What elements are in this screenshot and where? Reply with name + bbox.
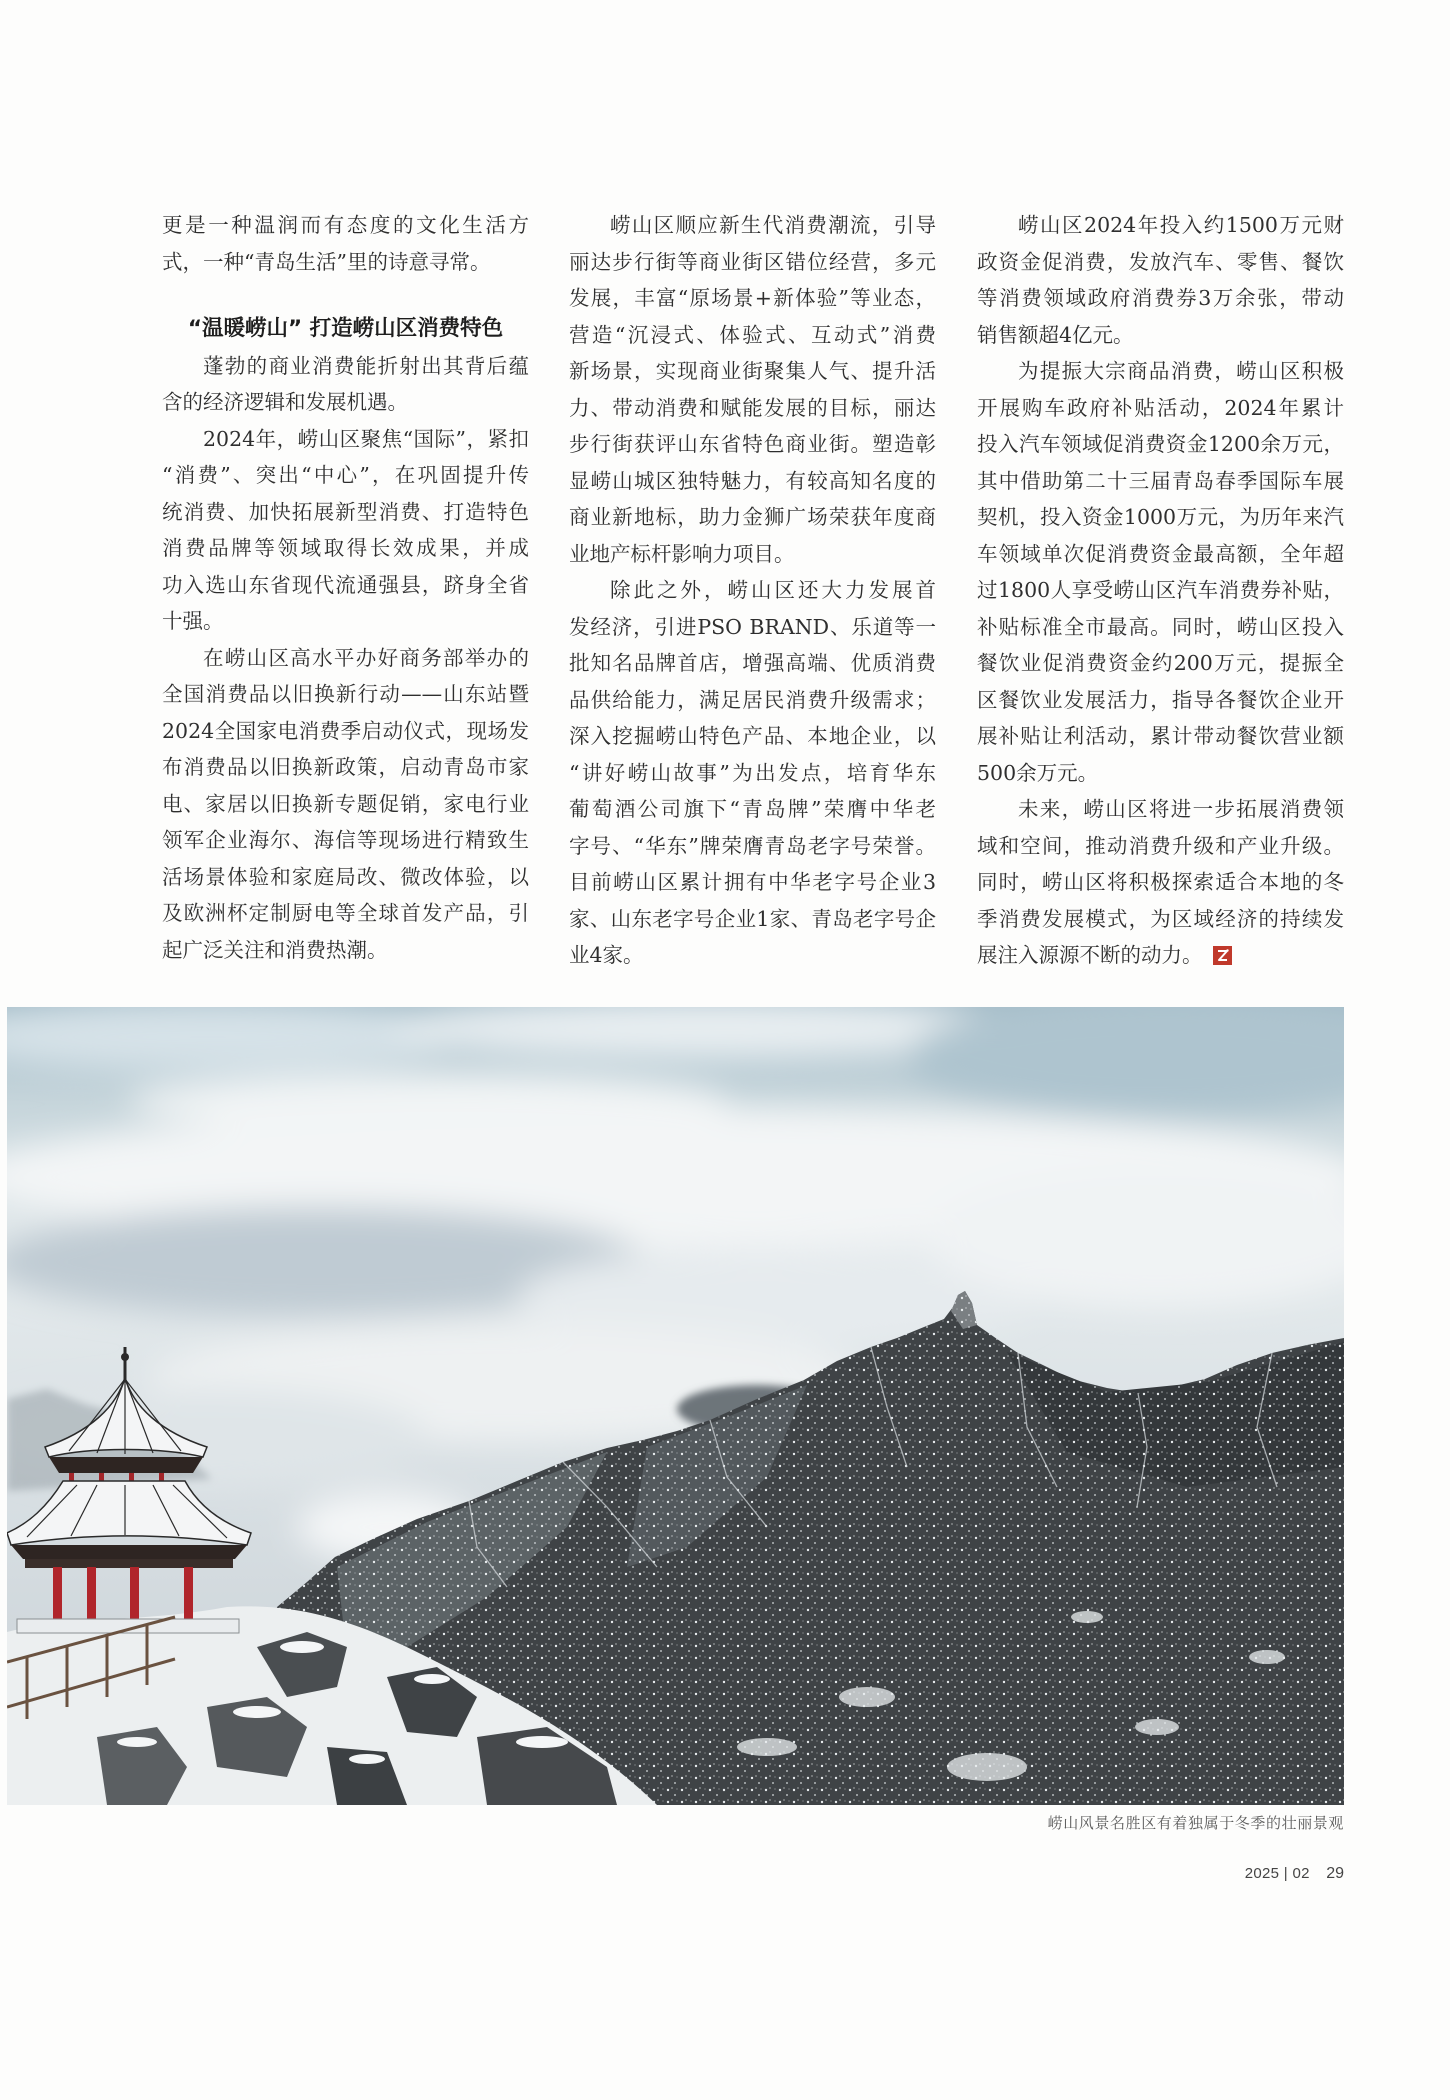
paragraph bbox=[977, 353, 1344, 791]
text-line: 车领域单次促消费资金最高额，全年超 bbox=[977, 541, 1344, 566]
text-line: 业4家。 bbox=[569, 943, 644, 967]
text-line: 领军企业海尔、海信等现场进行精致生 bbox=[162, 828, 529, 852]
text-line: 显崂山城区独特魅力，有较高知名度的 bbox=[569, 468, 936, 493]
text-line: 过1800人享受崂山区汽车消费券补贴， bbox=[977, 578, 1344, 602]
paragraph bbox=[569, 572, 936, 974]
text-line: “消费”、突出“中心”，在巩固提升传 bbox=[162, 463, 529, 487]
text-line: 深入挖掘崂山特色产品、本地企业，以 bbox=[569, 724, 936, 748]
text-line: 十强。 bbox=[162, 609, 224, 633]
text-line: 2024全国家电消费季启动仪式，现场发 bbox=[162, 718, 529, 743]
text-line: 家、山东老字号企业1家、青岛老字号企 bbox=[569, 906, 936, 931]
text-line: 500余万元。 bbox=[977, 760, 1099, 785]
text-line: 政资金促消费，发放汽车、零售、餐饮 bbox=[977, 249, 1344, 274]
text-line: 营造“沉浸式、体验式、互动式”消费 bbox=[569, 322, 936, 347]
issue-label: 2025 | 02 bbox=[1244, 1865, 1310, 1882]
text-line: 批知名品牌首店，增强高端、优质消费 bbox=[569, 651, 936, 675]
text-line: 餐饮业促消费资金约200万元，提振全 bbox=[977, 651, 1344, 675]
text-line: 步行街获评山东省特色商业街。塑造彰 bbox=[569, 432, 936, 456]
text-line: 葡萄酒公司旗下“青岛牌”荣膺中华老 bbox=[569, 797, 936, 821]
text-line: 投入汽车领域促消费资金1200余万元， bbox=[977, 432, 1344, 456]
text-line: 功入选山东省现代流通强县，跻身全省 bbox=[162, 572, 529, 597]
text-line: 字号、“华东”牌荣膺青岛老字号荣誉。 bbox=[569, 833, 936, 858]
paragraph bbox=[162, 640, 529, 969]
text-line: 统消费、加快拓展新型消费、打造特色 bbox=[162, 499, 529, 524]
text-line: 消费品牌等领域取得长效成果，并成 bbox=[162, 536, 529, 560]
text-column-3 bbox=[977, 207, 1344, 974]
text-line: 契机，投入资金1000万元，为历年来汽 bbox=[977, 505, 1344, 529]
text-line: 发经济，引进PSO BRAND、乐道等一 bbox=[569, 614, 936, 639]
section-heading: “温暖崂山” 打造崂山区消费特色 bbox=[187, 316, 504, 341]
paragraph bbox=[977, 791, 1344, 974]
text-line: 布消费品以旧换新政策，启动青岛市家 bbox=[162, 755, 529, 779]
text-line: 活场景体验和家庭局改、微改体验，以 bbox=[162, 864, 529, 889]
text-column-2 bbox=[569, 207, 936, 974]
text-line: 季消费发展模式，为区域经济的持续发 bbox=[977, 906, 1344, 931]
text-line: “讲好崂山故事”为出发点，培育华东 bbox=[569, 760, 936, 785]
text-line: 蓬勃的商业消费能折射出其背后蕴 bbox=[203, 353, 529, 378]
text-line: 电、家居以旧换新专题促销，家电行业 bbox=[162, 791, 529, 816]
text-line: 式，一种“青岛生活”里的诗意寻常。 bbox=[162, 249, 491, 274]
text-line: 崂山区顺应新生代消费潮流，引导 bbox=[610, 213, 936, 237]
paragraph bbox=[569, 207, 936, 572]
text-line: 更是一种温润而有态度的文化生活方 bbox=[162, 213, 529, 237]
text-line: 品供给能力，满足居民消费升级需求； bbox=[569, 687, 936, 712]
text-line: 补贴标准全市最高。同时，崂山区投入 bbox=[977, 614, 1344, 639]
text-line: 及欧洲杯定制厨电等全球首发产品，引 bbox=[162, 901, 529, 925]
text-line: 区餐饮业发展活力，指导各餐饮企业开 bbox=[977, 687, 1344, 712]
text-line: 崂山区2024年投入约1500万元财 bbox=[1018, 213, 1344, 237]
text-line: 起广泛关注和消费热潮。 bbox=[162, 937, 388, 962]
text-line: 展补贴让利活动，累计带动餐饮营业额 bbox=[977, 724, 1344, 748]
end-mark-icon bbox=[1213, 946, 1232, 965]
text-line: 新场景，实现商业街聚集人气、提升活 bbox=[569, 359, 936, 383]
text-line: 含的经济逻辑和发展机遇。 bbox=[162, 390, 408, 414]
text-line: 为提振大宗商品消费，崂山区积极 bbox=[1018, 359, 1344, 383]
photo-laoshan-winter bbox=[7, 1007, 1344, 1805]
text-line: 开展购车政府补贴活动，2024年累计 bbox=[977, 395, 1344, 420]
text-line: 在崂山区高水平办好商务部举办的 bbox=[203, 645, 529, 670]
text-line: 发展，丰富“原场景+新体验”等业态， bbox=[569, 286, 936, 310]
text-line: 展注入源源不断的动力。 bbox=[977, 943, 1203, 967]
text-line: 力、带动消费和赋能发展的目标，丽达 bbox=[569, 395, 936, 420]
text-column-1 bbox=[162, 207, 529, 968]
paragraph bbox=[977, 207, 1344, 353]
text-line: 等消费领域政府消费券3万余张，带动 bbox=[977, 286, 1344, 310]
text-line: 全国消费品以旧换新行动——山东站暨 bbox=[162, 682, 529, 706]
text-line: 目前崂山区累计拥有中华老字号企业3 bbox=[569, 870, 936, 894]
text-line: 同时，崂山区将积极探索适合本地的冬 bbox=[977, 870, 1344, 894]
text-line: 丽达步行街等商业街区错位经营，多元 bbox=[569, 249, 936, 274]
photo-caption: 崂山风景名胜区有着独属于冬季的壮丽景观 bbox=[1047, 1814, 1344, 1832]
text-line: 除此之外，崂山区还大力发展首 bbox=[610, 578, 936, 602]
text-line: 2024年，崂山区聚焦“国际”，紧扣 bbox=[203, 426, 529, 451]
paragraph bbox=[162, 348, 529, 421]
text-line: 商业新地标，助力金狮广场荣获年度商 bbox=[569, 505, 936, 529]
page-number: 29 bbox=[1326, 1865, 1344, 1882]
paragraph bbox=[162, 421, 529, 640]
text-line: 销售额超4亿元。 bbox=[977, 322, 1134, 347]
text-line: 域和空间，推动消费升级和产业升级。 bbox=[977, 833, 1344, 858]
paragraph bbox=[162, 207, 529, 280]
page-footer bbox=[1245, 1863, 1344, 1885]
text-line: 未来，崂山区将进一步拓展消费领 bbox=[1018, 797, 1344, 821]
text-line: 其中借助第二十三届青岛春季国际车展 bbox=[977, 468, 1344, 493]
text-line: 业地产标杆影响力项目。 bbox=[569, 541, 795, 566]
